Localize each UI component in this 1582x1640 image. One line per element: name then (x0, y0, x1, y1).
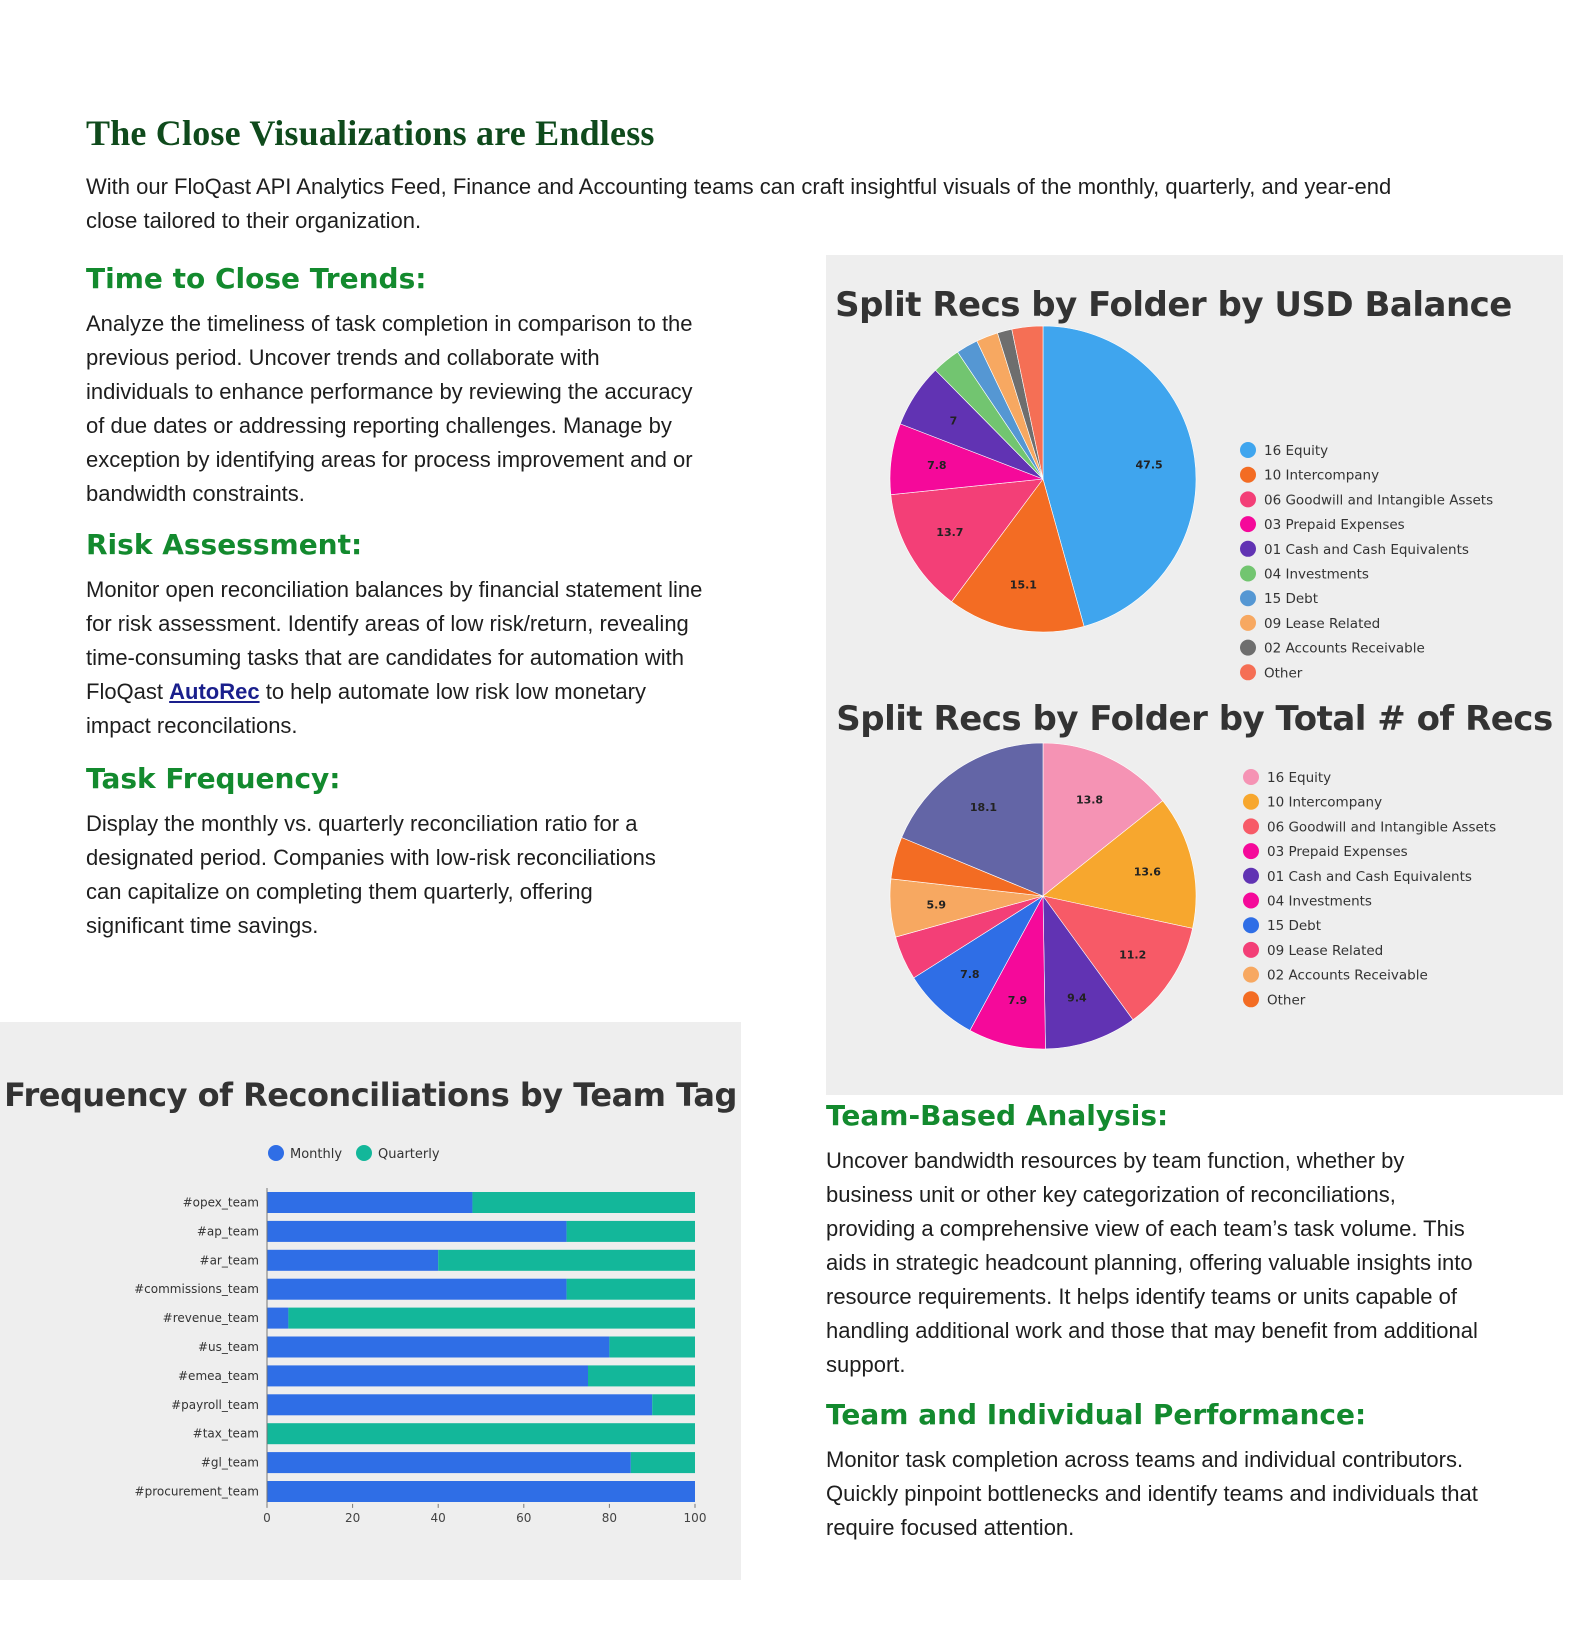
bar-segment[interactable] (267, 1481, 695, 1502)
bar-segment[interactable] (588, 1365, 695, 1386)
legend-entry[interactable]: 01 Cash and Cash Equivalents (1264, 541, 1469, 558)
pie-data-label: 13.6 (1133, 865, 1161, 879)
bar-segment[interactable] (267, 1452, 631, 1473)
legend-swatch (1240, 640, 1256, 656)
legend-entry[interactable]: 15 Debt (1267, 918, 1322, 935)
legend-swatch (1243, 967, 1259, 983)
pie-data-label: 47.5 (1135, 458, 1163, 472)
section-heading: Team-Based Analysis: (826, 1099, 1169, 1132)
pie-chart-usd-balance (826, 325, 1563, 682)
legend-swatch (356, 1145, 372, 1161)
section-team-based (826, 1099, 1486, 1382)
category-label: #payroll_team (171, 1397, 259, 1412)
bar-segment[interactable] (267, 1423, 695, 1444)
legend-swatch (1240, 442, 1256, 458)
legend-swatch (1240, 516, 1256, 532)
legend-entry[interactable]: 10 Intercompany (1264, 467, 1380, 484)
legend-swatch (1240, 467, 1256, 483)
pie-data-label: 11.2 (1119, 948, 1147, 962)
legend-entry[interactable]: 04 Investments (1264, 566, 1369, 583)
pie-chart-2-title: Split Recs by Folder by Total # of Recs (836, 699, 1553, 739)
pie-data-label: 13.8 (1075, 793, 1104, 807)
x-tick-label: 20 (344, 1510, 361, 1525)
category-label: #commissions_team (134, 1282, 259, 1297)
pie-data-label: 7.9 (1007, 994, 1028, 1008)
section-body-text: Monitor open reconciliation balances by financial statement line for risk assessment. Identify areas of low risk/return, revealing time-consuming tasks that are candidates for automation with FloQast (86, 577, 703, 704)
bar-segment[interactable] (267, 1279, 567, 1300)
bar-segment[interactable] (267, 1192, 472, 1213)
x-tick-label: 100 (683, 1510, 707, 1525)
legend-entry[interactable]: Monthly (290, 1147, 343, 1162)
section-team-individual (826, 1398, 1486, 1545)
x-tick-label: 0 (263, 1510, 271, 1525)
page-title: The Close Visualizations are Endless (86, 113, 655, 153)
legend-entry[interactable]: 15 Debt (1264, 591, 1319, 608)
bar-segment[interactable] (609, 1337, 695, 1358)
category-label: #us_team (197, 1340, 259, 1354)
category-label: #tax_team (192, 1426, 259, 1441)
legend-swatch (1240, 615, 1256, 631)
pie-data-label: 9.4 (1067, 991, 1087, 1005)
category-label: #emea_team (178, 1368, 259, 1383)
bar-segment[interactable] (438, 1250, 695, 1271)
legend-swatch (1243, 794, 1259, 810)
pie-data-label: 5.9 (926, 898, 946, 912)
section-body-text: to help automate low risk low monetary impact reconcilations. (86, 679, 646, 738)
bar-chart-title: Frequency of Reconciliations by Team Tag (4, 1076, 737, 1114)
pie-data-label: 7.8 (960, 968, 980, 982)
bar-segment[interactable] (267, 1221, 567, 1242)
legend-swatch (1243, 893, 1259, 909)
section-body: Display the monthly vs. quarterly reconciliation ratio for a designated period. Companies with low-risk reconciliations can capitalize on completing them quarterly, offering significant time savings. (86, 811, 656, 938)
legend-entry[interactable]: 03 Prepaid Expenses (1267, 844, 1408, 861)
pie-data-label: 7 (949, 414, 958, 428)
pie-data-label: 13.7 (936, 525, 964, 539)
intro-paragraph: With our FloQast API Analytics Feed, Finance and Accounting teams can craft insightful visuals of the monthly, quarterly, and year-end close tailored to their organization. (86, 174, 1392, 233)
legend-entry[interactable]: 06 Goodwill and Intangible Assets (1264, 492, 1494, 509)
legend-entry[interactable]: 16 Equity (1267, 770, 1332, 786)
bar-segment[interactable] (267, 1365, 588, 1386)
section-body (86, 573, 706, 743)
legend-swatch (1243, 843, 1259, 859)
legend-swatch (1243, 991, 1259, 1007)
category-label: #procurement_team (134, 1484, 259, 1499)
section-body: Monitor task completion across teams and individual contributors. Quickly pinpoint bottlenecks and identify teams and individuals that require focused attention. (826, 1447, 1478, 1540)
legend-entry[interactable]: 02 Accounts Receivable (1267, 967, 1428, 984)
legend-entry[interactable]: Quarterly (378, 1147, 440, 1162)
pie-chart-total-recs (826, 741, 1563, 1081)
legend-entry[interactable]: 16 Equity (1264, 443, 1329, 459)
bar-chart-panel (0, 1022, 741, 1580)
bar-segment[interactable] (652, 1394, 695, 1415)
bar-segment[interactable] (288, 1308, 695, 1329)
legend-swatch (1243, 942, 1259, 958)
bar-chart-team-tags (0, 1132, 741, 1572)
x-tick-label: 60 (516, 1510, 532, 1525)
legend-entry[interactable]: Other (1264, 665, 1303, 682)
bar-segment[interactable] (631, 1452, 695, 1473)
legend-swatch (1243, 868, 1259, 884)
legend-swatch (1240, 566, 1256, 582)
category-label: #ap_team (196, 1224, 259, 1239)
legend-entry[interactable]: 03 Prepaid Expenses (1264, 517, 1405, 534)
legend-swatch (1240, 541, 1256, 557)
category-label: #gl_team (200, 1455, 259, 1470)
bar-segment[interactable] (267, 1250, 438, 1271)
legend-swatch (268, 1145, 284, 1161)
bar-segment[interactable] (567, 1221, 695, 1242)
bar-segment[interactable] (567, 1279, 695, 1300)
legend-entry[interactable]: 01 Cash and Cash Equivalents (1267, 868, 1472, 885)
legend-entry[interactable]: 10 Intercompany (1267, 794, 1383, 811)
section-body: Analyze the timeliness of task completion in comparison to the previous period. Uncover trends and collaborate with individuals to enhance performance by reviewing the accuracy of due dates or addressing reporting challenges. Manage by exception by identifying areas for process improvement and or bandwidth constraints. (86, 311, 693, 506)
category-label: #ar_team (199, 1253, 259, 1268)
legend-swatch (1240, 491, 1256, 507)
legend-entry[interactable]: 09 Lease Related (1264, 615, 1381, 632)
section-task-frequency (86, 762, 686, 943)
bar-segment[interactable] (267, 1337, 609, 1358)
section-heading: Risk Assessment: (86, 528, 363, 561)
pie-data-label: 18.1 (969, 800, 998, 814)
x-tick-label: 80 (601, 1510, 618, 1525)
section-heading: Time to Close Trends: (86, 262, 427, 295)
autorec-link[interactable]: AutoRec (169, 679, 260, 704)
legend-swatch (1243, 818, 1259, 834)
legend-entry[interactable]: 02 Accounts Receivable (1264, 640, 1425, 657)
legend-swatch (1243, 917, 1259, 933)
pie-chart-1-title: Split Recs by Folder by USD Balance (835, 285, 1512, 325)
category-label: #opex_team (182, 1195, 259, 1210)
bar-segment[interactable] (267, 1394, 652, 1415)
x-tick-label: 40 (430, 1510, 446, 1525)
legend-swatch (1240, 590, 1256, 606)
legend-swatch (1240, 664, 1256, 680)
legend-entry[interactable]: 09 Lease Related (1267, 942, 1384, 959)
legend-swatch (1243, 769, 1259, 785)
section-heading: Team and Individual Performance: (826, 1398, 1367, 1431)
legend-entry[interactable]: 04 Investments (1267, 893, 1372, 910)
section-body: Uncover bandwidth resources by team function, whether by business unit or other key categorization of reconciliations, providing a comprehensive view of each team’s task volume. This aids in strategic headcount planning, offering valuable insights into resource requirements. It helps identify teams or units capable of handling additional work and those that may benefit from additional support. (826, 1148, 1478, 1377)
pie-charts-panel (826, 255, 1563, 1095)
section-time-to-close (86, 262, 706, 511)
section-heading: Task Frequency: (86, 762, 341, 795)
bar-segment[interactable] (472, 1192, 695, 1213)
pie-data-label: 7.8 (927, 458, 947, 472)
pie-data-label: 15.1 (1009, 578, 1037, 592)
category-label: #revenue_team (162, 1311, 259, 1326)
legend-entry[interactable]: 06 Goodwill and Intangible Assets (1267, 819, 1497, 836)
bar-segment[interactable] (267, 1308, 288, 1329)
legend-entry[interactable]: Other (1267, 992, 1306, 1009)
section-risk-assessment (86, 528, 706, 743)
